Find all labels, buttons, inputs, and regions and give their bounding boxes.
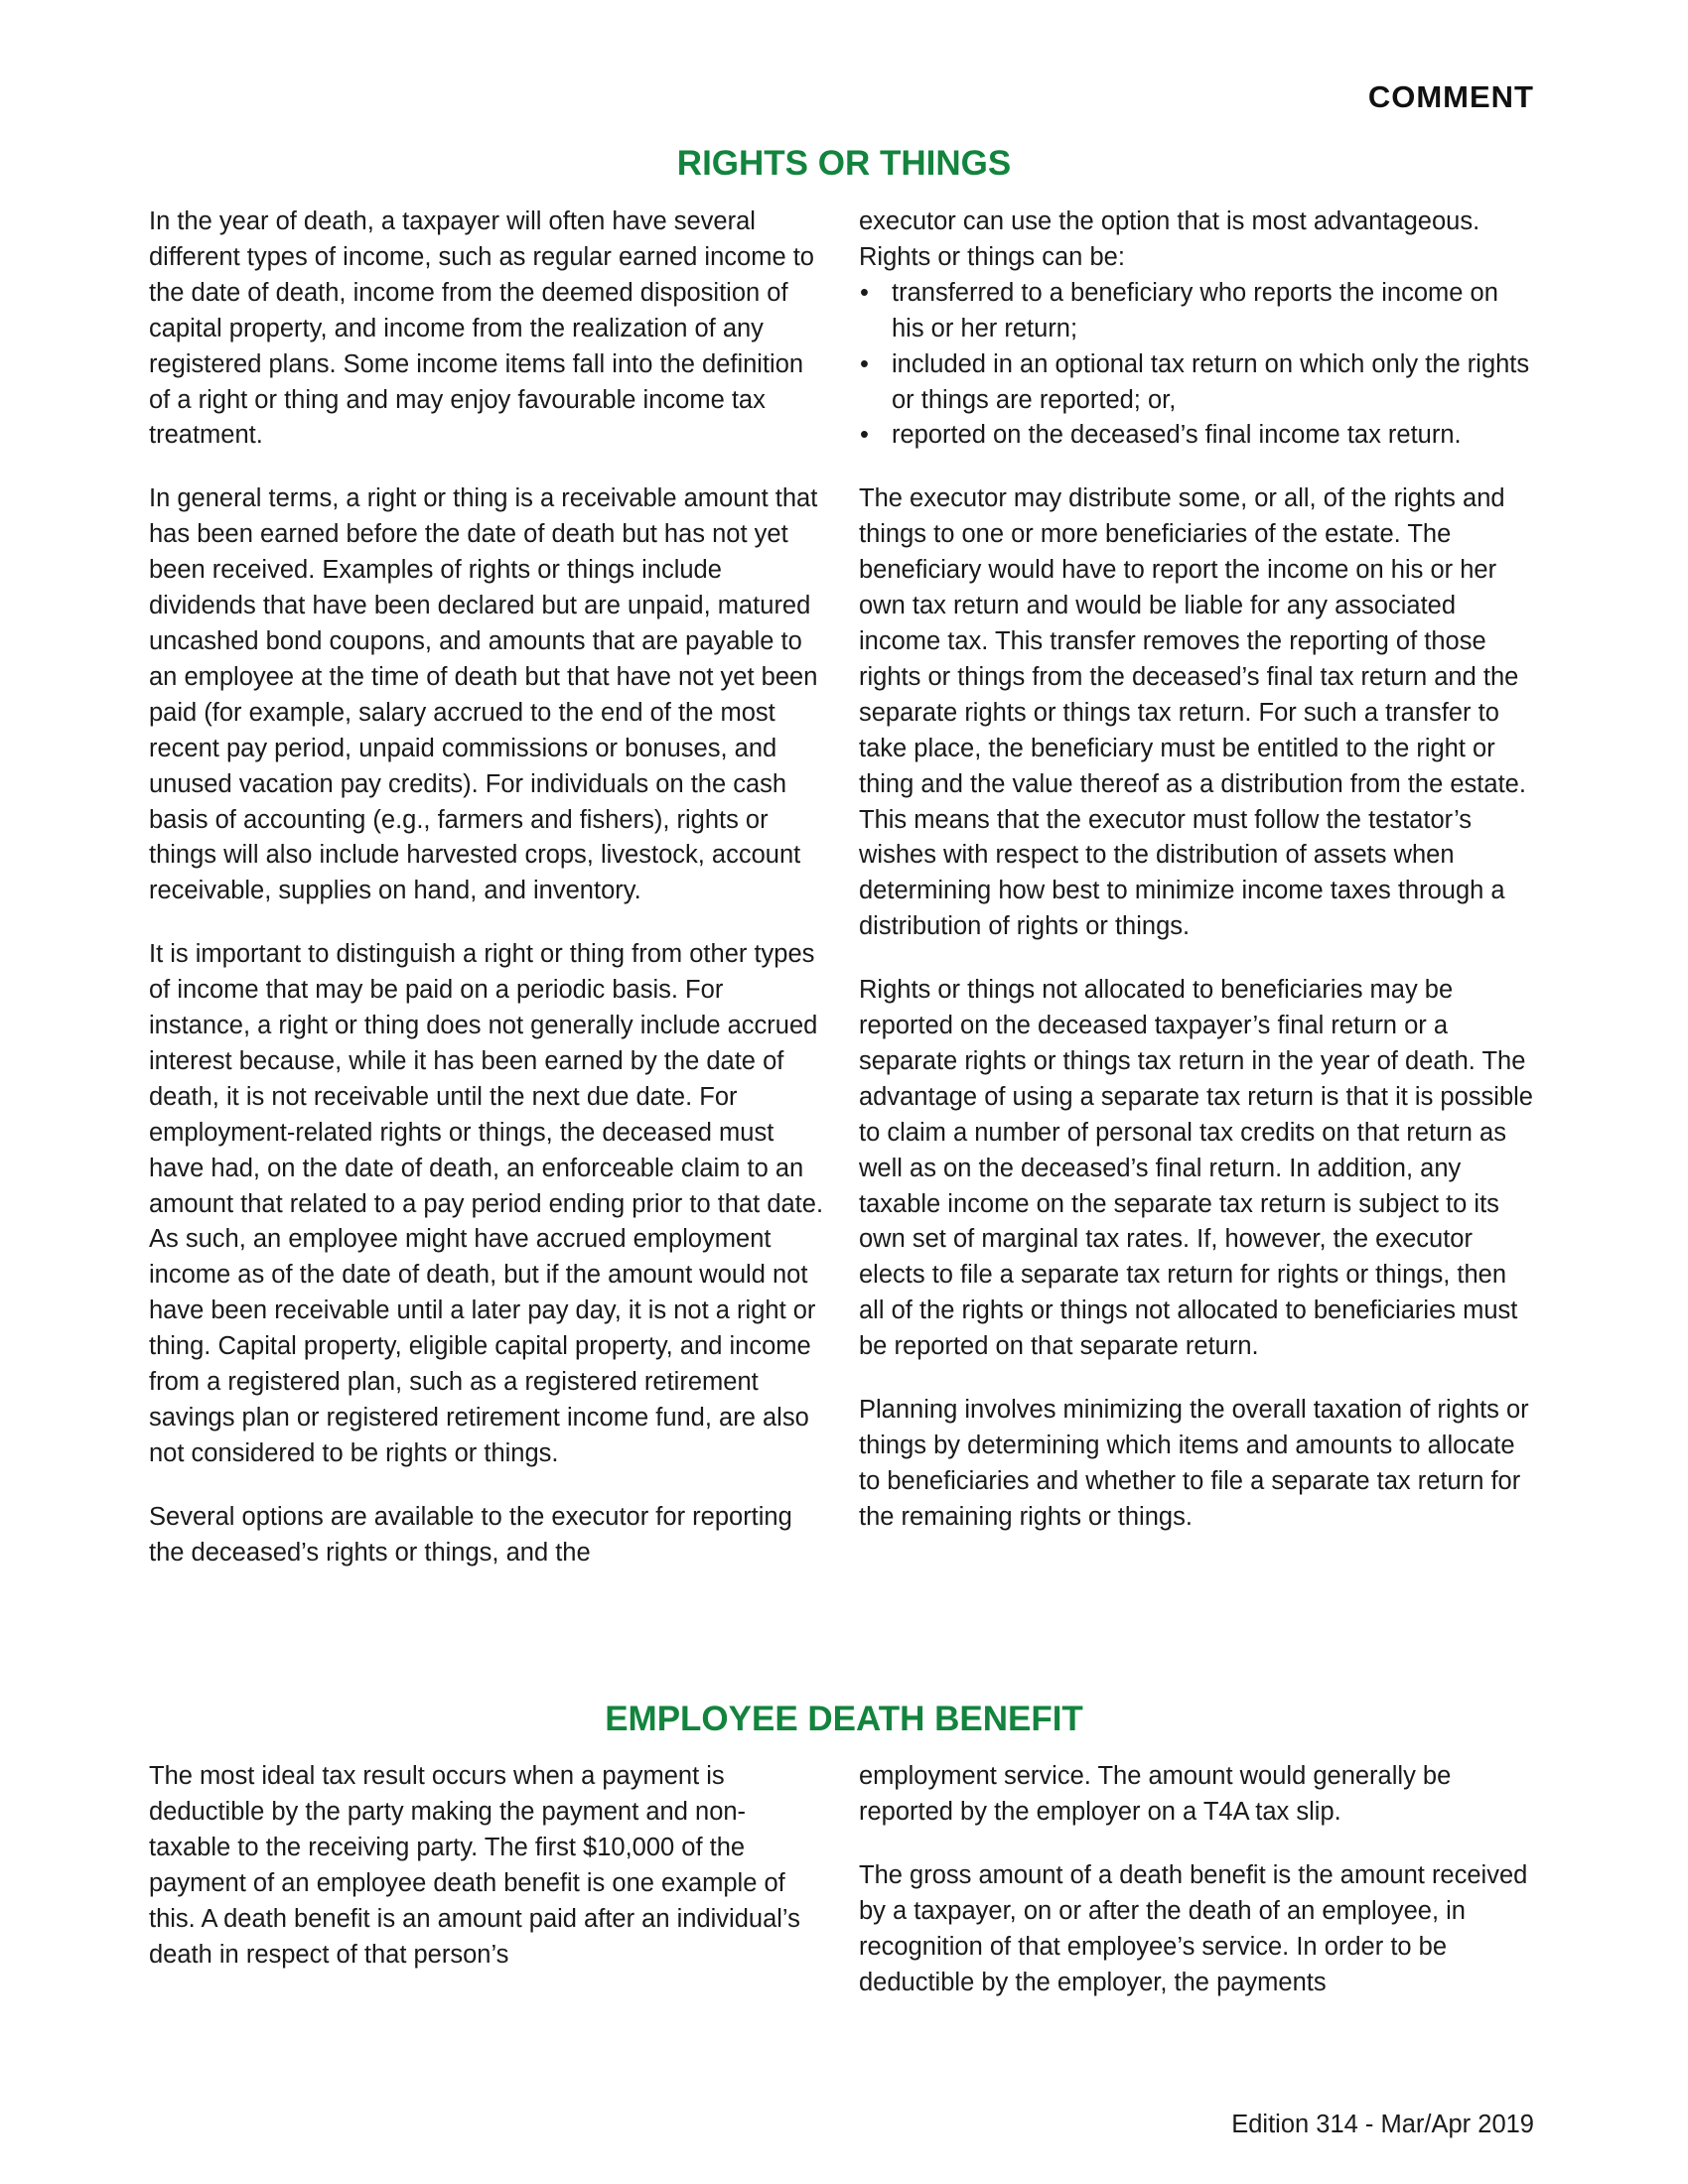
paragraph: executor can use the option that is most advantageous. Rights or things can be: bbox=[859, 207, 1480, 271]
section-header-label: COMMENT bbox=[1367, 79, 1534, 114]
section-title-rights-or-things: RIGHTS OR THINGS bbox=[676, 144, 1012, 183]
options-list bbox=[859, 276, 1534, 455]
death-benefit-left-column bbox=[149, 1759, 824, 2000]
list-item: • included in an optional tax return on which only the rights or things are reported; or, bbox=[859, 347, 1534, 419]
edition-footer: Edition 314 - Mar/Apr 2019 bbox=[1231, 2111, 1534, 2138]
section-title-employee-death-benefit: EMPLOYEE DEATH BENEFIT bbox=[605, 1700, 1083, 1738]
paragraph: Planning involves minimizing the overall taxation of rights or things by determining which items and amounts to allocate to beneficiaries and whether to file a separate tax return for the remaining rights or things. bbox=[859, 1396, 1529, 1531]
death-benefit-right-column bbox=[859, 1759, 1534, 2028]
paragraph: Several options are available to the executor for reporting the deceased’s rights or things, and the bbox=[149, 1502, 792, 1567]
paragraph: In the year of death, a taxpayer will often have several different types of income, such as regular earned income to the date of death, income from the deemed disposition of capital property, and income from the realization of any registered plans. Some income items fall into the definition of a right or thing and may enjoy favourable income tax treatment. bbox=[149, 207, 814, 450]
paragraph: employment service. The amount would generally be reported by the employer on a T4A tax slip. bbox=[859, 1762, 1452, 1826]
paragraph: The most ideal tax result occurs when a payment is deductible by the party making the payment and non-taxable to the receiving party. The first $10,000 of the payment of an employee death benefit is one example of this. A death benefit is an amount paid after an individual’s death in respect of that person’s bbox=[149, 1762, 800, 1969]
rights-left-column bbox=[149, 205, 824, 1599]
list-item: • transferred to a beneficiary who reports the income on his or her return; bbox=[859, 276, 1534, 347]
paragraph: The executor may distribute some, or all, of the rights and things to one or more beneficiaries of the estate. The beneficiary would have to report the income on his or her own tax return and would be liable for any associated income tax. This transfer removes the reporting of those rights or things from the deceased’s final tax return and the separate rights or things tax return. For such a transfer to take place, the beneficiary must be entitled to the right or thing and the value thereof as a distribution from the estate. This means that the executor must follow the testator’s wishes with respect to the distribution of assets when determining how best to minimize income taxes through a distribution of rights or things. bbox=[859, 484, 1526, 941]
paragraph: Rights or things not allocated to beneficiaries may be reported on the deceased taxpayer’s final return or a separate rights or things tax return in the year of death. The advantage of using a separate tax return is that it is possible to claim a number of personal tax credits on that return as well as on the deceased’s final return. In addition, any taxable income on the separate tax return is subject to its own set of marginal tax rates. If, however, the executor elects to file a separate tax return for rights or things, then all of the rights or things not allocated to beneficiaries must be reported on that separate return. bbox=[859, 976, 1533, 1361]
paragraph: It is important to distinguish a right or thing from other types of income that may be paid on a periodic basis. For instance, a right or thing does not generally include accrued interest because, while it has been earned by the date of death, it is not receivable until the next due date. For employment-related rights or things, the deceased must have had, on the date of death, an enforceable claim to an amount that related to a pay period ending prior to that date. As such, an employee might have accrued employment income as of the date of death, but if the amount would not have been receivable until a later pay day, it is not a right or thing. Capital property, eligible capital property, and income from a registered plan, such as a registered retirement savings plan or registered retirement income fund, are also not considered to be rights or things. bbox=[149, 940, 824, 1467]
rights-right-column bbox=[859, 205, 1534, 1564]
list-item: • reported on the deceased’s final income tax return. bbox=[859, 418, 1534, 454]
paragraph: The gross amount of a death benefit is the amount received by a taxpayer, on or after the death of an employee, in recognition of that employee’s service. In order to be deductible by the employer, the payments bbox=[859, 1860, 1528, 1996]
paragraph: In general terms, a right or thing is a receivable amount that has been earned before the date of death but has not yet been received. Examples of rights or things include dividends that have been declared but are unpaid, matured uncashed bond coupons, and amounts that are payable to an employee at the time of death but that have not yet been paid (for example, salary accrued to the end of the most recent pay period, unpaid commissions or bonuses, and unused vacation pay credits). For individuals on the cash basis of accounting (e.g., farmers and fishers), rights or things will also include harvested crops, livestock, account receivable, supplies on hand, and inventory. bbox=[149, 484, 818, 905]
